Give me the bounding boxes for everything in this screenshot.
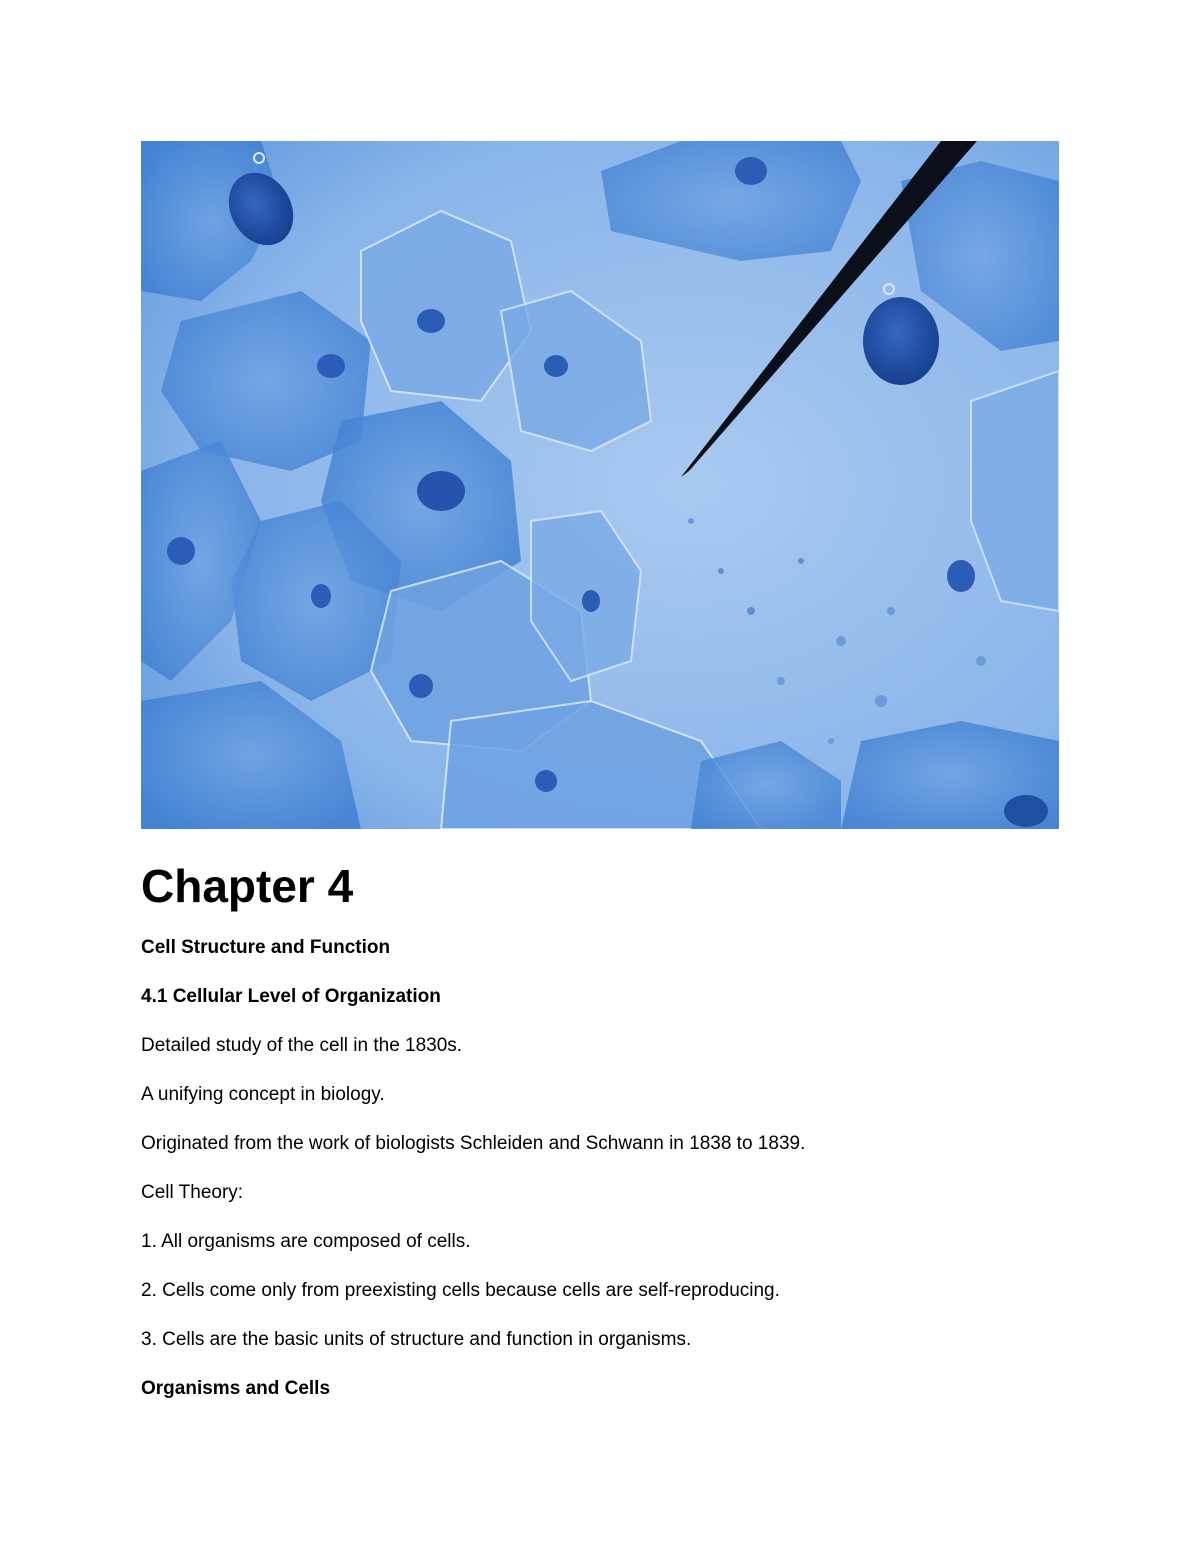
list-item: 1. All organisms are composed of cells. (141, 1231, 471, 1252)
paragraph: Cell Theory: (141, 1182, 244, 1203)
section-heading: 4.1 Cellular Level of Organization (141, 986, 441, 1007)
paragraph: Originated from the work of biologists Schleiden and Schwann in 1838 to 1839. (141, 1133, 806, 1154)
paragraph: A unifying concept in biology. (141, 1084, 385, 1105)
chapter-title: Chapter 4 (141, 860, 354, 912)
paragraph: Detailed study of the cell in the 1830s. (141, 1035, 463, 1056)
next-heading: Organisms and Cells (141, 1378, 331, 1399)
list-item: 2. Cells come only from preexisting cells because cells are self-reproducing. (141, 1280, 780, 1301)
subtitle: Cell Structure and Function (141, 937, 391, 958)
cells-micrograph (141, 141, 1059, 829)
list-item: 3. Cells are the basic units of structure and function in organisms. (141, 1329, 692, 1350)
microscope-image (141, 141, 1059, 829)
